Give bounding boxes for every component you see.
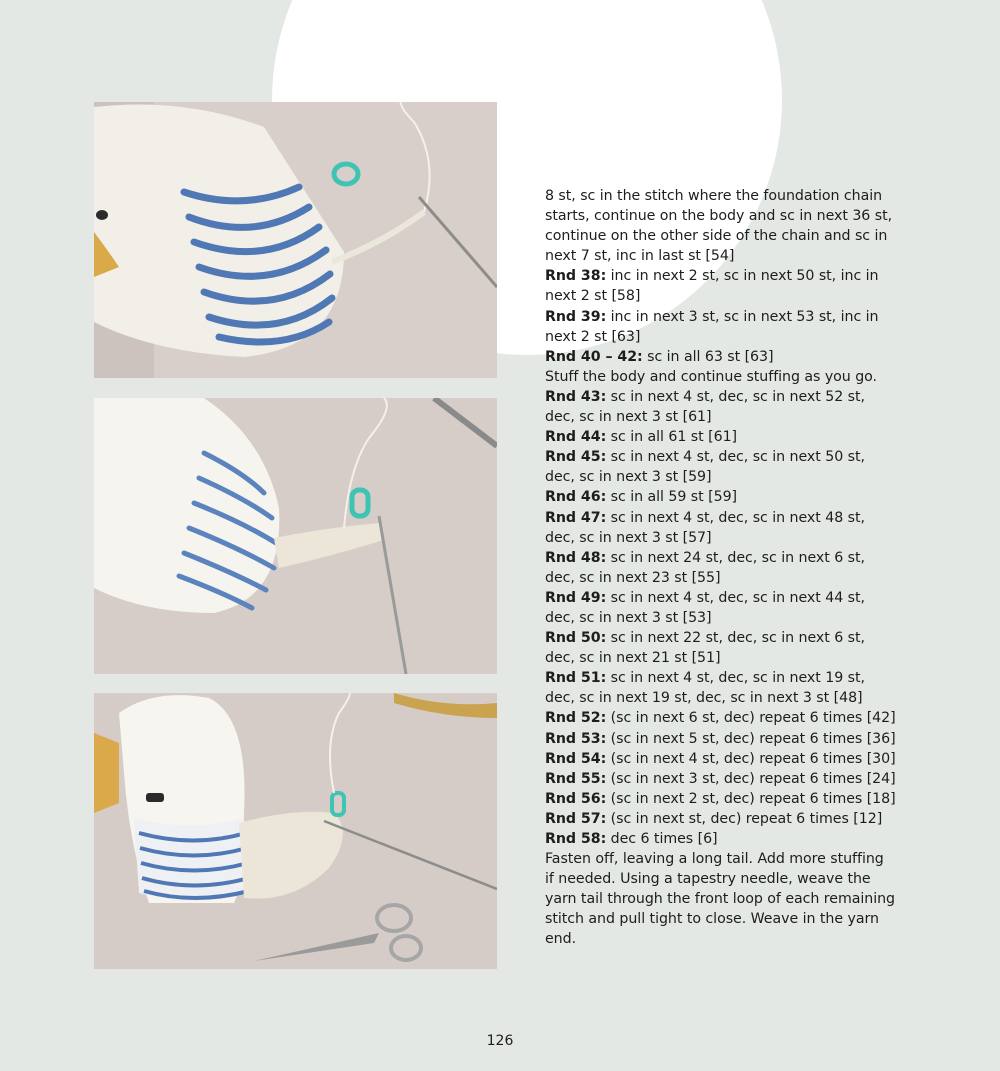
- round-text: inc in next 2 st, sc in next 50 st, inc in next 2 st [58]: [545, 268, 879, 305]
- round-text: sc in next 4 st, dec, sc in next 44 st, dec, sc in next 3 st [53]: [545, 589, 865, 626]
- round-line: [545, 708, 897, 728]
- round-line: [545, 749, 897, 769]
- round-text: sc in next 4 st, dec, sc in next 50 st, dec, sc in next 3 st [59]: [545, 449, 865, 486]
- pattern-instructions: [545, 186, 897, 950]
- round-line: [545, 809, 897, 829]
- round-text: sc in all 59 st [59]: [606, 489, 738, 506]
- round-label: Rnd 39:: [545, 308, 607, 325]
- round-line: [545, 447, 897, 487]
- round-label: Rnd 58:: [545, 831, 607, 847]
- round-line: [545, 367, 897, 387]
- round-text: (sc in next 6 st, dec) repeat 6 times [42]: [606, 710, 896, 727]
- round-label: Rnd 51:: [545, 670, 607, 687]
- round-line: [545, 548, 897, 588]
- round-label: Rnd 43:: [545, 388, 607, 405]
- round-line: [545, 487, 897, 507]
- round-line: [545, 628, 897, 668]
- round-line: [545, 789, 897, 809]
- round-label: Rnd 40 – 42:: [545, 348, 643, 365]
- round-label: Rnd 52:: [545, 710, 607, 727]
- round-line: [545, 347, 897, 367]
- round-text: Stuff the body and continue stuffing as you go.: [545, 368, 878, 385]
- round-label: Rnd 46:: [545, 489, 607, 506]
- round-line: [545, 508, 897, 548]
- page-number: 126: [486, 1033, 514, 1049]
- round-text: (sc in next 2 st, dec) repeat 6 times [18]: [606, 790, 896, 807]
- round-line: [545, 769, 897, 789]
- round-text: sc in next 4 st, dec, sc in next 52 st, dec, sc in next 3 st [61]: [545, 388, 865, 426]
- round-text: sc in all 61 st [61]: [606, 429, 738, 446]
- round-label: Rnd 57:: [545, 810, 607, 827]
- round-text: (sc in next 5 st, dec) repeat 6 times [36]: [606, 730, 896, 747]
- round-text: sc in all 63 st [63]: [642, 348, 774, 365]
- round-text: (sc in next st, dec) repeat 6 times [12]: [606, 810, 883, 827]
- photo-completed-foot-with-scissors: [94, 693, 497, 969]
- round-text: sc in next 22 st, dec, sc in next 6 st, dec, sc in next 21 st [51]: [545, 630, 865, 667]
- round-label: Rnd 55:: [545, 770, 607, 787]
- round-label: Rnd 50:: [545, 630, 607, 647]
- round-label: Rnd 44:: [545, 429, 607, 446]
- round-line: [545, 266, 897, 306]
- rounds-list: [545, 266, 897, 849]
- round-text: inc in next 3 st, sc in next 53 st, inc in next 2 st [63]: [545, 308, 879, 345]
- round-line: [545, 387, 897, 427]
- round-text: sc in next 4 st, dec, sc in next 19 st, dec, sc in next 19 st, dec, sc in next 3 st [48]: [545, 670, 865, 707]
- round-line: [545, 307, 897, 347]
- round-label: Rnd 54:: [545, 750, 607, 767]
- round-label: Rnd 45:: [545, 449, 607, 466]
- round-text: (sc in next 3 st, dec) repeat 6 times [24]: [606, 770, 896, 787]
- round-line: [545, 668, 897, 708]
- round-text: (sc in next 4 st, dec) repeat 6 times [30]: [606, 750, 896, 767]
- round-line: [545, 427, 897, 447]
- round-line: [545, 829, 897, 849]
- round-label: Rnd 38:: [545, 268, 607, 285]
- photo-striped-body-with-chain: [94, 102, 497, 378]
- round-label: Rnd 56:: [545, 790, 607, 807]
- closing-paragraph: Fasten off, leaving a long tail. Add more stuffing if needed. Using a tapestry needle, weave the yarn tail through the front loop of each remaining stitch and pull tight to close. Weave in the yarn end.: [545, 851, 895, 948]
- intro-paragraph: 8 st, sc in the stitch where the foundation chain starts, continue on the body and sc in next 36 st, continue on the other side of the chain and sc in next 7 st, inc in last st [54]: [545, 188, 893, 265]
- round-text: sc in next 24 st, dec, sc in next 6 st, dec, sc in next 23 st [55]: [545, 549, 865, 586]
- round-label: Rnd 53:: [545, 730, 607, 747]
- round-text: sc in next 4 st, dec, sc in next 48 st, dec, sc in next 3 st [57]: [545, 509, 865, 546]
- round-text: dec 6 times [6]: [606, 831, 718, 847]
- round-label: Rnd 49:: [545, 589, 607, 606]
- round-label: Rnd 48:: [545, 549, 607, 566]
- round-label: Rnd 47:: [545, 509, 607, 526]
- photo-foot-chain-with-marker: [94, 398, 497, 674]
- round-line: [545, 729, 897, 749]
- round-line: [545, 588, 897, 628]
